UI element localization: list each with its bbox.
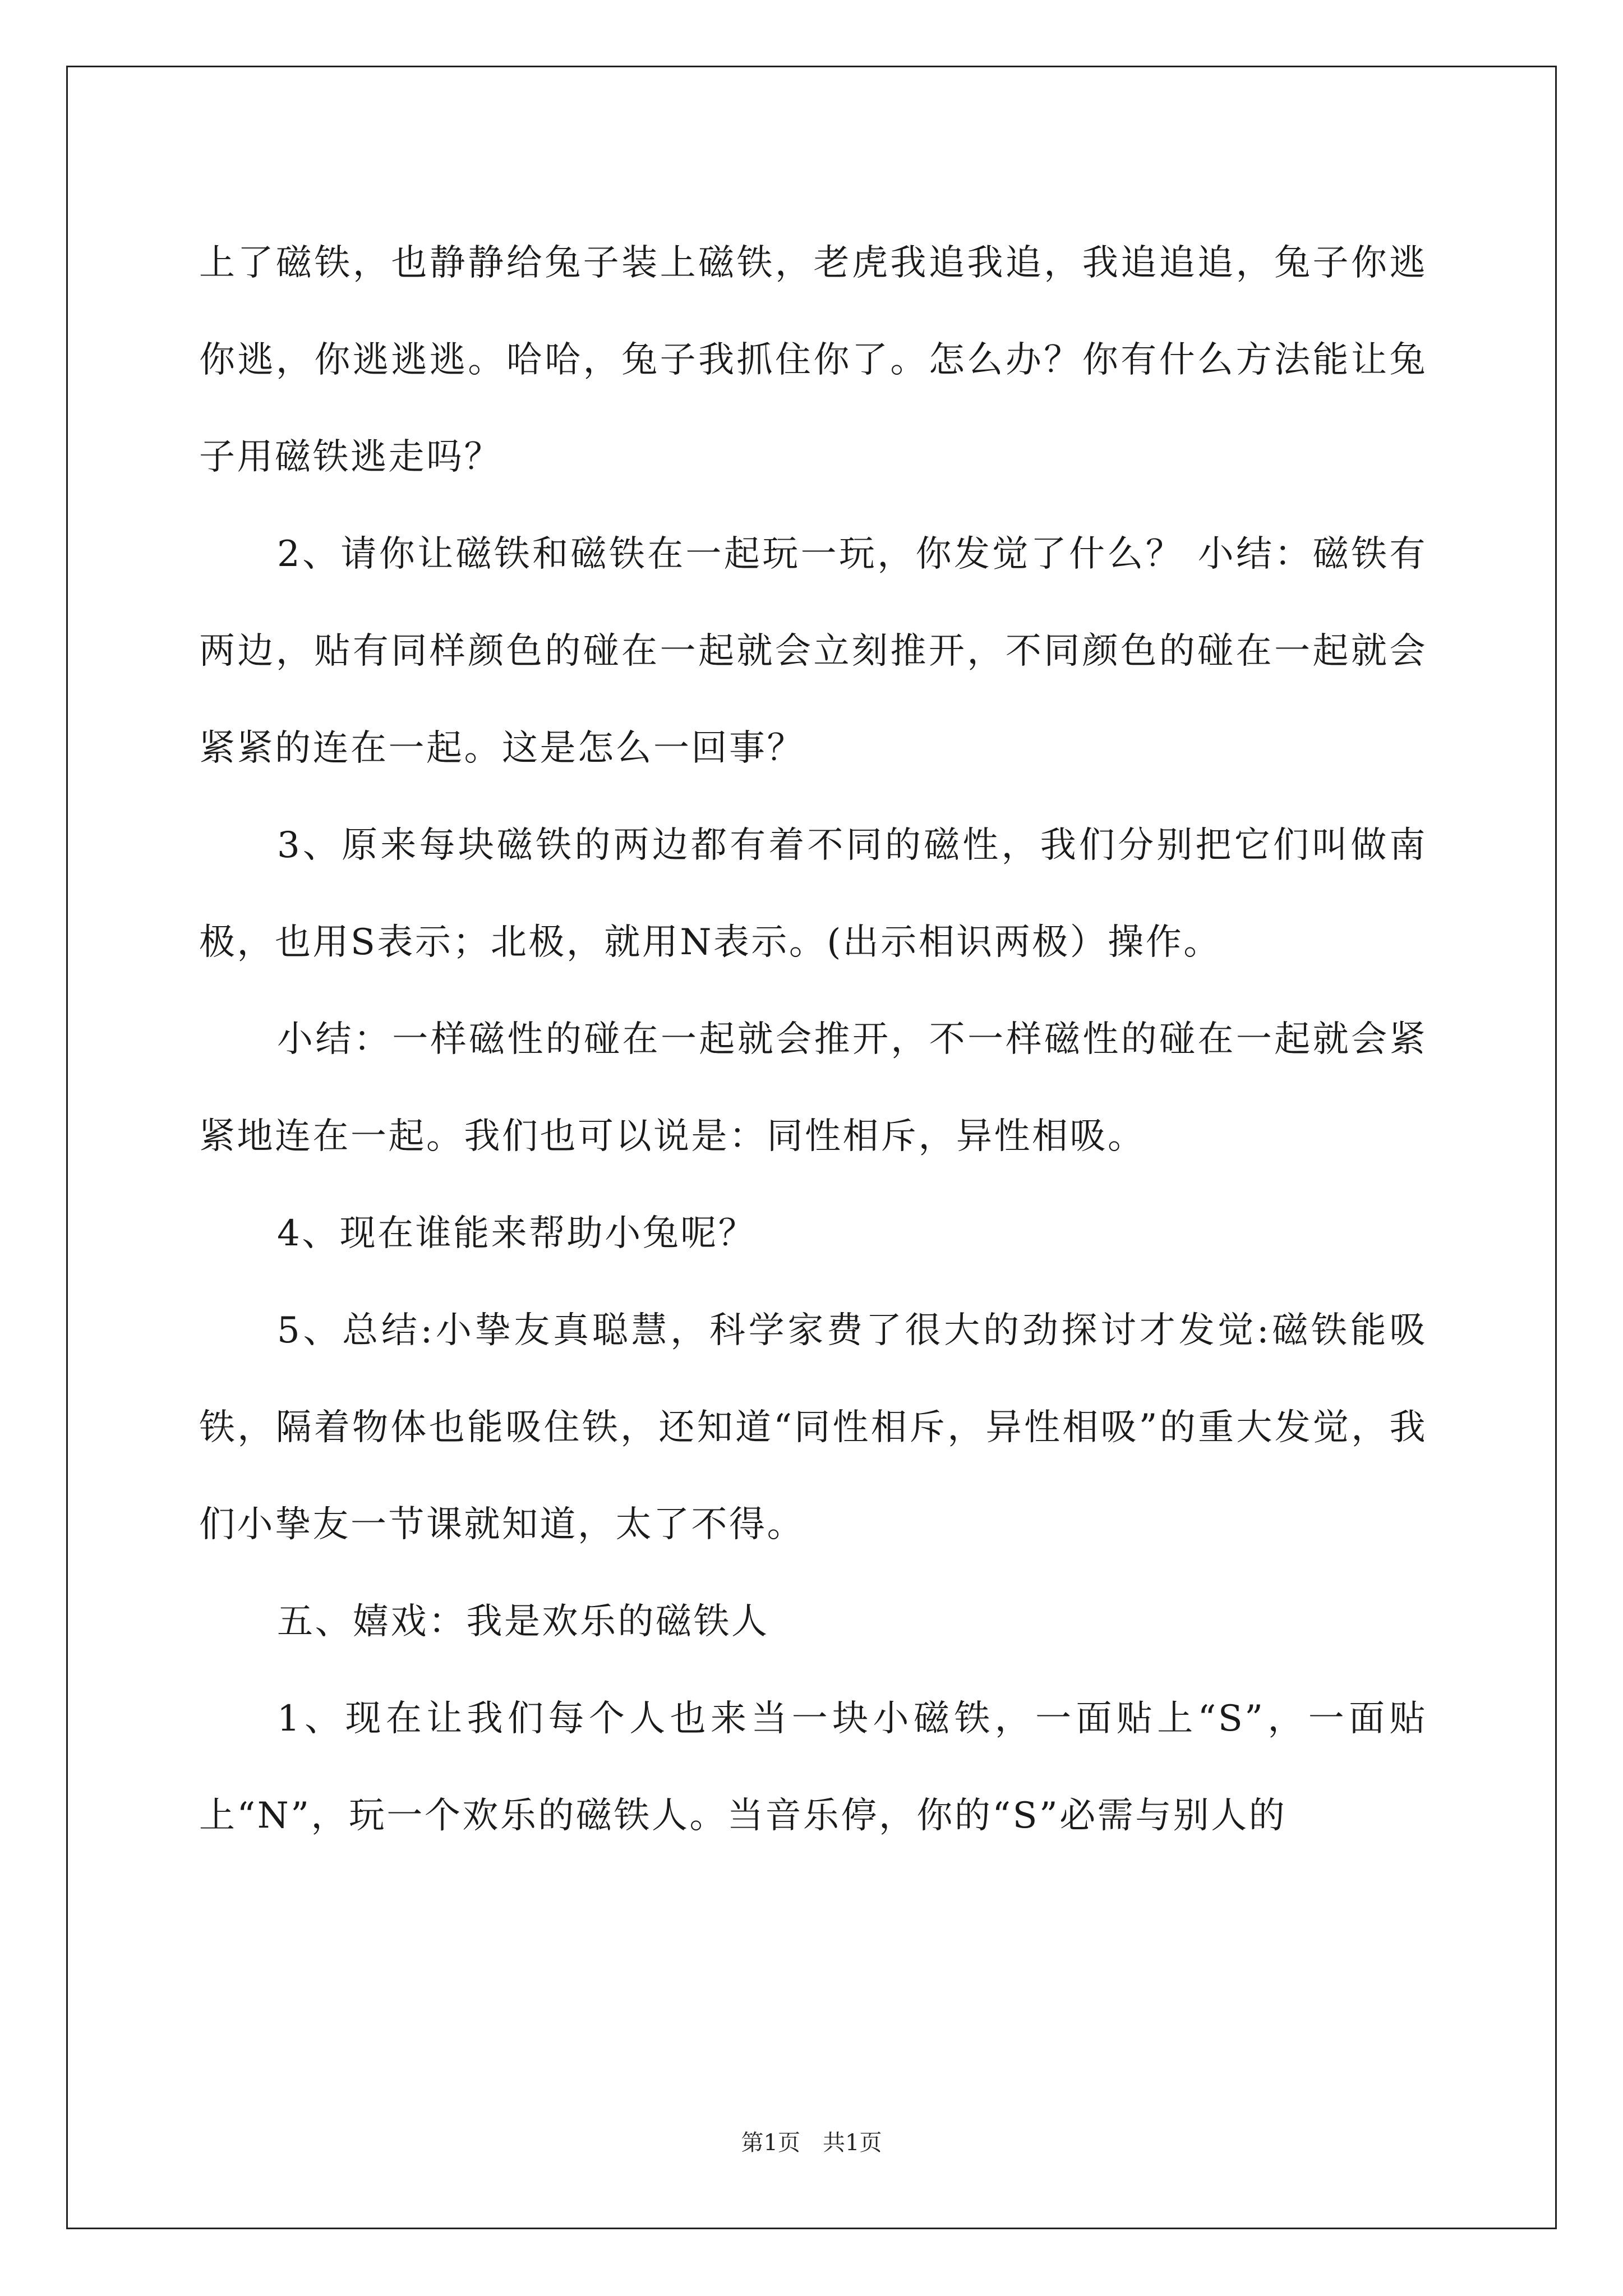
paragraph-2: 2、请你让磁铁和磁铁在一起玩一玩，你发觉了什么？ 小结：磁铁有两边，贴有同样颜色的碰在一起就会立刻推开，不同颜色的碰在一起就会紧紧的连在一起。这是怎么一回事？ <box>199 533 1427 769</box>
paragraph-3: 3、原来每块磁铁的两边都有着不同的磁性，我们分别把它们叫做南极，也用S表示；北极，就用N表示。(出示相识两极）操作。 <box>199 825 1427 963</box>
paragraph-4: 小结：一样磁性的碰在一起就会推开，不一样磁性的碰在一起就会紧紧地连在一起。我们也可以说是：同性相斥，异性相吸。 <box>199 1019 1427 1157</box>
paragraph-8: 1、现在让我们每个人也来当一块小磁铁，一面贴上“S”，一面贴上“N”，玩一个欢乐的磁铁人。当音乐停，你的“S”必需与别人的 <box>199 1698 1427 1837</box>
paragraph-1: 上了磁铁，也静静给兔子装上磁铁，老虎我追我追，我追追追，兔子你逃你逃，你逃逃逃。哈哈，兔子我抓住你了。怎么办？你有什么方法能让兔子用磁铁逃走吗？ <box>199 242 1427 478</box>
paragraph-5: 4、现在谁能来帮助小兔呢？ <box>277 1213 757 1254</box>
paragraph-7: 五、嬉戏：我是欢乐的磁铁人 <box>277 1601 769 1642</box>
page-footer: 第1页 共1页 <box>741 2130 882 2156</box>
document-body <box>199 215 1427 1865</box>
paragraph-6: 5、总结:小挚友真聪慧，科学家费了很大的劲探讨才发觉:磁铁能吸铁，隔着物体也能吸住铁，还知道“同性相斥，异性相吸”的重大发觉，我们小挚友一节课就知道，太了不得。 <box>199 1310 1427 1545</box>
